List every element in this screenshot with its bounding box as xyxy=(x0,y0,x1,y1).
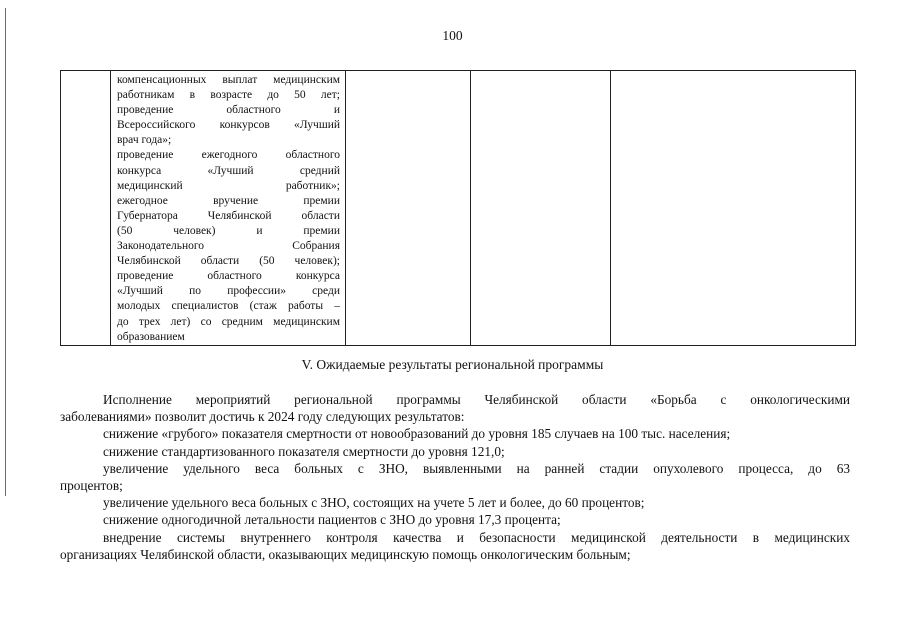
paragraph-line: снижение стандартизованного показателя смертности до уровня 121,0; xyxy=(103,443,505,459)
page-number: 100 xyxy=(442,28,463,43)
table-cell-line: «Лучший по профессии» среди xyxy=(117,285,340,298)
table-cell-line: проведение областного и xyxy=(117,104,340,117)
table-cell-number xyxy=(61,71,111,346)
paragraph xyxy=(60,391,850,425)
table-cell-line: конкурса «Лучший средний xyxy=(117,164,340,177)
table-cell-line: Всероссийского конкурсов «Лучший xyxy=(117,119,340,132)
scan-edge-line xyxy=(5,8,6,496)
expected-results-body xyxy=(60,391,850,563)
table-cell-line: образованием xyxy=(117,330,185,343)
measures-text xyxy=(111,71,345,345)
paragraph-line: организациях Челябинской области, оказывающих медицинскую помощь онкологическим больным; xyxy=(60,546,631,562)
table-cell-line: Губернатора Челябинской области xyxy=(117,209,340,222)
table-cell-line: Челябинской области (50 человек); xyxy=(117,255,340,268)
paragraph-line: увеличение удельного веса больных с ЗНО, выявленными на ранней стадии опухолевого процесса, до 63 xyxy=(103,460,850,476)
paragraph-line: Исполнение мероприятий региональной программы Челябинской области «Борьба с онкологическими xyxy=(103,392,850,407)
table-cell-empty xyxy=(611,71,856,346)
table-cell-line: проведение ежегодного областного xyxy=(117,149,340,162)
table-cell-measures xyxy=(111,71,346,346)
paragraph-line: снижение одногодичной летальности пациентов с ЗНО до уровня 17,3 процента; xyxy=(103,512,561,528)
paragraph xyxy=(60,460,850,494)
table-cell-line: ежегодное вручение премии xyxy=(117,194,340,207)
paragraph-line: увеличение удельного веса больных с ЗНО, состоящих на учете 5 лет и более, до 60 процентов; xyxy=(103,495,645,511)
table-cell-line: компенсационных выплат медицинским xyxy=(117,74,340,86)
table-cell-line: Законодательного Собрания xyxy=(117,240,340,253)
paragraph-line: заболеваниями» позволит достичь к 2024 году следующих результатов: xyxy=(60,409,465,425)
paragraph xyxy=(60,425,850,442)
paragraph-line: внедрение системы внутреннего контроля качества и безопасности медицинской деятельности в медицинских xyxy=(103,529,850,545)
paragraph xyxy=(60,494,850,511)
table-cell-line: проведение областного конкурса xyxy=(117,270,340,283)
table-cell-line: работникам в возрасте до 50 лет; xyxy=(117,89,340,102)
table-cell-line: молодых специалистов (стаж работы – xyxy=(117,300,340,313)
paragraph xyxy=(60,511,850,528)
table-cell-line: до трех лет) со средним медицинским xyxy=(117,315,340,328)
paragraph-line: снижение «грубого» показателя смертности от новообразований до уровня 185 случаев на 100 тыс. населения; xyxy=(103,426,731,442)
table-row xyxy=(61,71,856,346)
table-cell-empty xyxy=(346,71,471,346)
table-cell-line: (50 человек) и премии xyxy=(117,224,340,237)
paragraph xyxy=(60,443,850,460)
paragraph-line: процентов; xyxy=(60,478,123,494)
paragraph xyxy=(60,529,850,563)
table-cell-empty xyxy=(471,71,611,346)
table-cell-line: медицинский работник»; xyxy=(117,179,340,192)
program-table xyxy=(60,70,856,346)
section-heading: V. Ожидаемые результаты региональной программы xyxy=(301,357,604,372)
table-cell-line: врач года»; xyxy=(117,134,172,147)
